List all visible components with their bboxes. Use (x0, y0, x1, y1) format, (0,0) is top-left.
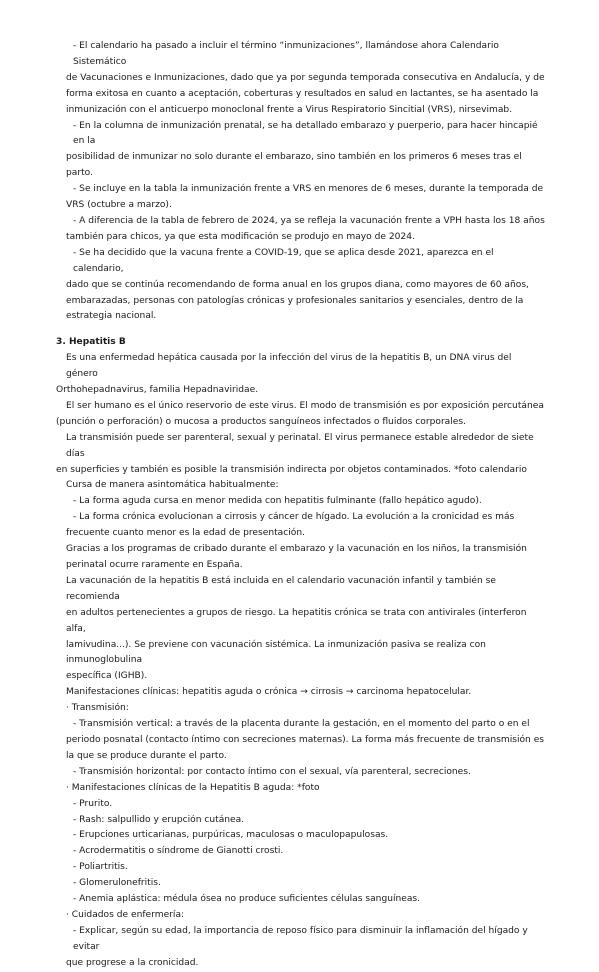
paragraph-line: de Vacunaciones e Inmunizaciones, dado que ya por segunda temporada consecutiva en Andalucía, y de (66, 72, 545, 83)
list-item: - Acrodermatitis o síndrome de Gianotti crosti. (73, 846, 284, 857)
list-heading: · Cuidados de enfermería: (66, 909, 185, 920)
paragraph-line: El ser humano es el único reservorio de este virus. El modo de transmisión es por exposición percutánea (66, 400, 544, 411)
paragraph-line: Cursa de manera asintomática habitualmente: (66, 480, 279, 491)
list-item: - La forma aguda cursa en menor medida con hepatitis fulminante (fallo hepático agudo). (73, 496, 482, 507)
list-item: - Rash: salpullido y erupción cutánea. (73, 814, 245, 825)
paragraph-line: La vacunación de la hepatitis B está incluida en el calendario vacunación infantil y también se recomienda (66, 575, 496, 602)
paragraph-line: perinatal ocurre raramente en España. (66, 560, 243, 570)
paragraph-line: - A diferencia de la tabla de febrero de 2024, ya se refleja la vacunación frente a VPH hasta los 18 años (73, 215, 545, 226)
list-item: - Erupciones urticarianas, purpúricas, maculosas o maculopapulosas. (73, 830, 389, 841)
page-content (56, 39, 546, 972)
paragraph-line: en adultos pertenecientes a grupos de riesgo. La hepatitis crónica se trata con antivirales (interferon alfa, (66, 607, 527, 634)
paragraph-line: posibilidad de inmunizar no solo durante el embarazo, sino también en los primeros 6 meses tras el parto. (66, 152, 522, 179)
paragraph-line: - Se ha decidido que la vacuna frente a COVID-19, que se aplica desde 2021, aparezca en el calendario, (73, 247, 494, 274)
paragraph-line: frecuente cuanto menor es la edad de presentación. (66, 528, 305, 539)
paragraph-line: dado que se continúa recomendando de forma anual en los grupos diana, como mayores de 60 años, (66, 279, 529, 290)
paragraph-line: en superficies y también es posible la transmisión indirecta por objetos contaminados. *foto calendario (56, 464, 527, 475)
list-item: - Explicar, según su edad, la importancia de reposo físico para disminuir la inflamación del hígado y evitar (73, 925, 528, 952)
paragraph-line: embarazadas, personas con patologías crónicas y profesionales sanitarios y esenciales, dentro de la (66, 295, 524, 306)
paragraph-line: Manifestaciones clínicas: hepatitis aguda o crónica → cirrosis → carcinoma hepatocelular. (66, 687, 472, 698)
list-item: - La forma crónica evolucionan a cirrosis y cáncer de hígado. La evolución a la cronicidad es más (73, 512, 515, 523)
paragraph-line: inmunización con el anticuerpo monoclonal frente a Virus Respiratorio Sincitial (VRS), nirsevimab. (66, 104, 513, 115)
paragraph-line: (punción o perforación) o mucosa a productos sanguíneos infectados o fluidos corporales. (56, 416, 467, 427)
list-item: - Transmisión vertical: a través de la placenta durante la gestación, en el momento del parto o en el (73, 719, 530, 730)
list-heading: · Manifestaciones clínicas de la Hepatitis B aguda: *foto (66, 782, 320, 793)
paragraph-line: La transmisión puede ser parenteral, sexual y perinatal. El virus permanece estable alrededor de siete días (66, 432, 534, 459)
paragraph-line: específica (IGHB). (66, 671, 148, 682)
paragraph-line: Gracias a los programas de cribado durante el embarazo y la vacunación en los niños, la transmisión (66, 544, 527, 555)
paragraph-line: lamivudina...). Se previene con vacunación sistémica. La inmunización pasiva se realiza con inmunoglobulina (66, 639, 486, 666)
paragraph-line: - En la columna de inmunización prenatal, se ha detallado embarazo y puerperio, para hacer hincapié en la (73, 120, 538, 147)
paragraph-line: que progrese a la cronicidad. (66, 957, 199, 968)
paragraph-line: - El calendario ha pasado a incluir el término “inmunizaciones”, llamándose ahora Calendario Sistemático (73, 41, 499, 67)
list-item: - Transmisión horizontal: por contacto íntimo con el sexual, vía parenteral, secreciones. (73, 766, 471, 777)
list-item: - Prurito. (73, 798, 113, 809)
paragraph-line: la que se produce durante el parto. (66, 750, 227, 761)
paragraph-line: Es una enfermedad hepática causada por la infección del virus de la hepatitis B, un DNA virus del género (66, 353, 512, 380)
paragraph-line: estrategia nacional. (66, 311, 157, 322)
list-item: - Anemia aplástica: médula ósea no produce suficientes células sanguíneas. (73, 894, 421, 905)
list-heading: · Transmisión: (66, 703, 129, 714)
paragraph-line: también para chicos, ya que esta modificación se produjo en mayo de 2024. (66, 231, 415, 242)
paragraph-line: forma exitosa en cuanto a aceptación, coberturas y resultados en salud en lactantes, se ha asentado la (66, 88, 539, 99)
paragraph-line: - Se incluye en la tabla la inmunización frente a VRS en menores de 6 meses, durante la temporada de (73, 184, 544, 195)
paragraph-line: Orthohepadnavirus, familia Hepadnaviridae. (56, 385, 259, 396)
paragraph-line: VRS (octubre a marzo). (66, 200, 172, 211)
list-item: - Glomerulonefritis. (73, 878, 161, 889)
paragraph-line: periodo posnatal (contacto íntimo con secreciones maternas). La forma más frecuente de transmisión es (66, 734, 545, 745)
list-item: - Poliartritis. (73, 862, 128, 873)
section-heading-hepatitis-b: 3. Hepatitis B (56, 337, 126, 348)
